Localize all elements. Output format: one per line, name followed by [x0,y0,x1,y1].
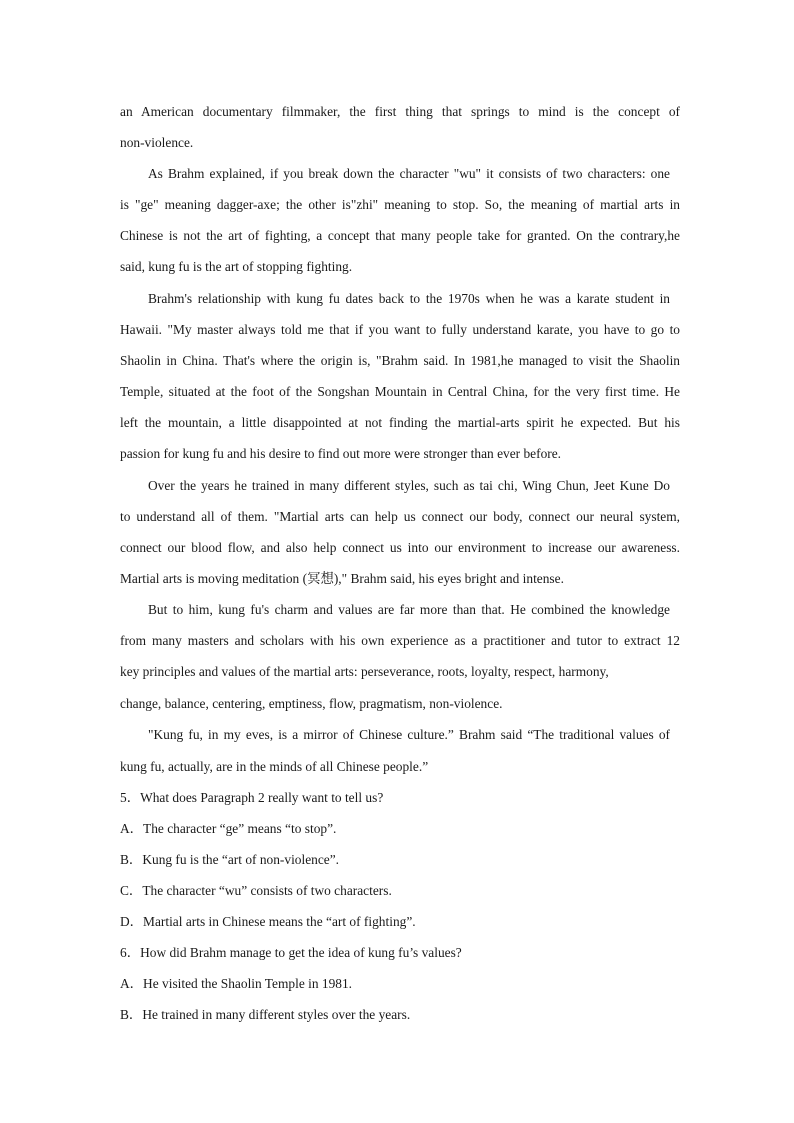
passage-line: Brahm's relationship with kung fu dates back to the 1970s when he was a karate student in [148,291,670,306]
passage-line: connect our blood flow, and also help connect us into our environment to increase our awareness. [120,540,680,555]
passage-line: "Kung fu, in my eves, is a mirror of Chinese culture.” Brahm said “The traditional values of [148,727,670,742]
passage-line: key principles and values of the martial arts: perseverance, roots, loyalty, respect, harmony, [120,664,609,679]
passage-line: Hawaii. "My master always told me that if you want to fully understand karate, you have to go to [120,322,680,337]
question-stem: 5．What does Paragraph 2 really want to tell us? [120,790,384,805]
passage-line: from many masters and scholars with his own experience as a practitioner and tutor to extract 12 [120,633,680,648]
answer-option: B．Kung fu is the “art of non-violence”. [120,852,340,867]
passage-line: an American documentary filmmaker, the first thing that springs to mind is the concept of [120,104,680,119]
question-stem: 6．How did Brahm manage to get the idea of kung fu’s values? [120,945,462,960]
passage-line: But to him, kung fu's charm and values are far more than that. He combined the knowledge [148,602,670,617]
passage-line: change, balance, centering, emptiness, flow, pragmatism, non-violence. [120,696,503,711]
answer-option: A．He visited the Shaolin Temple in 1981. [120,976,353,991]
answer-option: B．He trained in many different styles over the years. [120,1007,411,1022]
answer-option: C．The character “wu” consists of two characters. [120,883,392,898]
passage-line: said, kung fu is the art of stopping fighting. [120,259,353,274]
answer-option: A．The character “ge” means “to stop”. [120,821,337,836]
passage-line: Over the years he trained in many different styles, such as tai chi, Wing Chun, Jeet Kune Do [148,478,670,493]
passage-line: to understand all of them. "Martial arts can help us connect our body, connect our neural system, [120,509,680,524]
passage-line: Chinese is not the art of fighting, a concept that many people take for granted. On the contrary,he [120,228,680,243]
passage-line: Temple, situated at the foot of the Songshan Mountain in Central China, for the very first time. He [120,384,680,399]
passage-line: kung fu, actually, are in the minds of all Chinese people.” [120,759,429,774]
passage-line: Shaolin in China. That's where the origin is, "Brahm said. In 1981,he managed to visit the Shaolin [120,353,680,368]
answer-option: D．Martial arts in Chinese means the “art of fighting”. [120,914,416,929]
passage-line: left the mountain, a little disappointed at not finding the martial-arts spirit he expected. But his [120,415,680,430]
passage-line: non-violence. [120,135,194,150]
passage-line: As Brahm explained, if you break down the character "wu" it consists of two characters: one [148,166,670,181]
passage-line: Martial arts is moving meditation (冥想)," Brahm said, his eyes bright and intense. [120,571,564,586]
passage-line: is "ge" meaning dagger-axe; the other is"zhi" meaning to stop. So, the meaning of martial arts in [120,197,680,212]
passage-line: passion for kung fu and his desire to find out more were stronger than ever before. [120,446,562,461]
